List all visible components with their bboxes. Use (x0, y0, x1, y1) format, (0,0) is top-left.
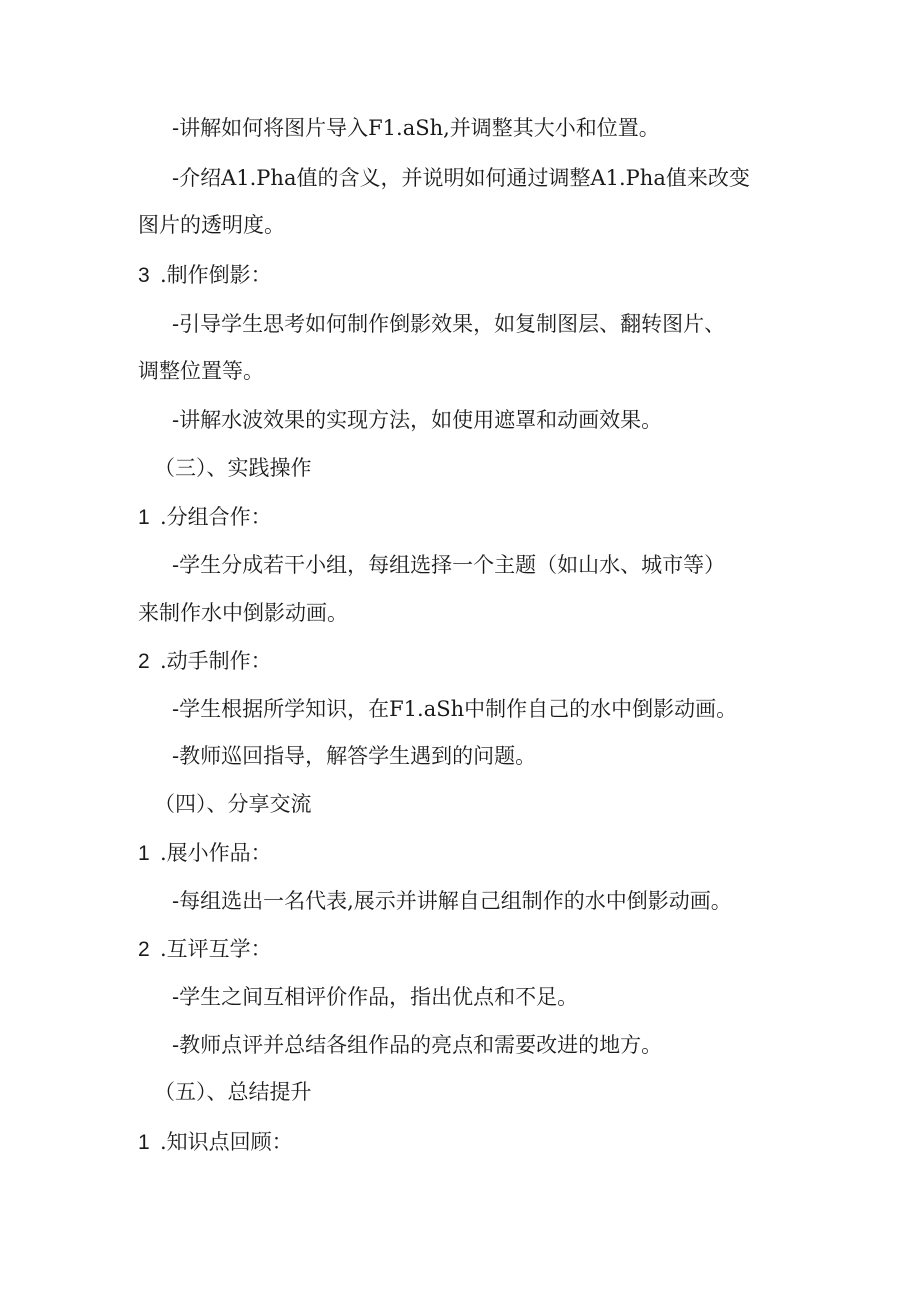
section-heading: （五）、总结提升 (154, 1080, 312, 1104)
item-number: 3 (138, 264, 150, 287)
continuation-line: 来制作水中倒影动画。 (138, 601, 348, 625)
section-heading: （三）、实践操作 (154, 456, 312, 480)
item-number: 1 (138, 506, 150, 529)
bullet-line: -讲解水波效果的实现方法，如使用遮罩和动画效果。 (172, 408, 663, 432)
bullet-line: -讲解如何将图片导入F1.aSh,并调整其大小和位置。 (172, 116, 660, 140)
item-title: .展小作品： (160, 841, 272, 865)
bullet-line: -每组选出一名代表,展示并讲解自己组制作的水中倒影动画。 (172, 889, 732, 913)
item-title: .互评互学： (160, 937, 272, 961)
numbered-heading (138, 260, 272, 291)
item-number: 2 (138, 938, 150, 961)
bullet-line: -介绍A1.Pha值的含义，并说明如何通过调整A1.Pha值来改变 (172, 166, 750, 190)
continuation-line: 调整位置等。 (138, 359, 264, 383)
bullet-line: -教师点评并总结各组作品的亮点和需要改进的地方。 (172, 1033, 663, 1057)
continuation-line: 图片的透明度。 (138, 213, 285, 237)
item-number: 1 (138, 1131, 150, 1154)
numbered-heading (138, 646, 272, 677)
item-title: .知识点回顾： (160, 1130, 293, 1154)
section-heading: （四）、分享交流 (154, 792, 312, 816)
numbered-heading (138, 934, 272, 965)
bullet-line: -学生之间互相评价作品，指出优点和不足。 (172, 985, 579, 1009)
bullet-line: -教师巡回指导，解答学生遇到的问题。 (172, 744, 537, 768)
numbered-heading (138, 1127, 293, 1158)
item-number: 2 (138, 650, 150, 673)
bullet-line: -学生根据所学知识，在F1.aSh中制作自己的水中倒影动画。 (172, 697, 738, 721)
item-number: 1 (138, 842, 150, 865)
numbered-heading (138, 502, 272, 533)
numbered-heading (138, 838, 272, 869)
bullet-line: -学生分成若干小组，每组选择一个主题（如山水、城市等） (172, 553, 726, 577)
item-title: .制作倒影： (160, 263, 272, 287)
item-title: .分组合作： (160, 505, 272, 529)
item-title: .动手制作： (160, 649, 272, 673)
bullet-line: -引导学生思考如何制作倒影效果，如复制图层、翻转图片、 (172, 312, 726, 336)
